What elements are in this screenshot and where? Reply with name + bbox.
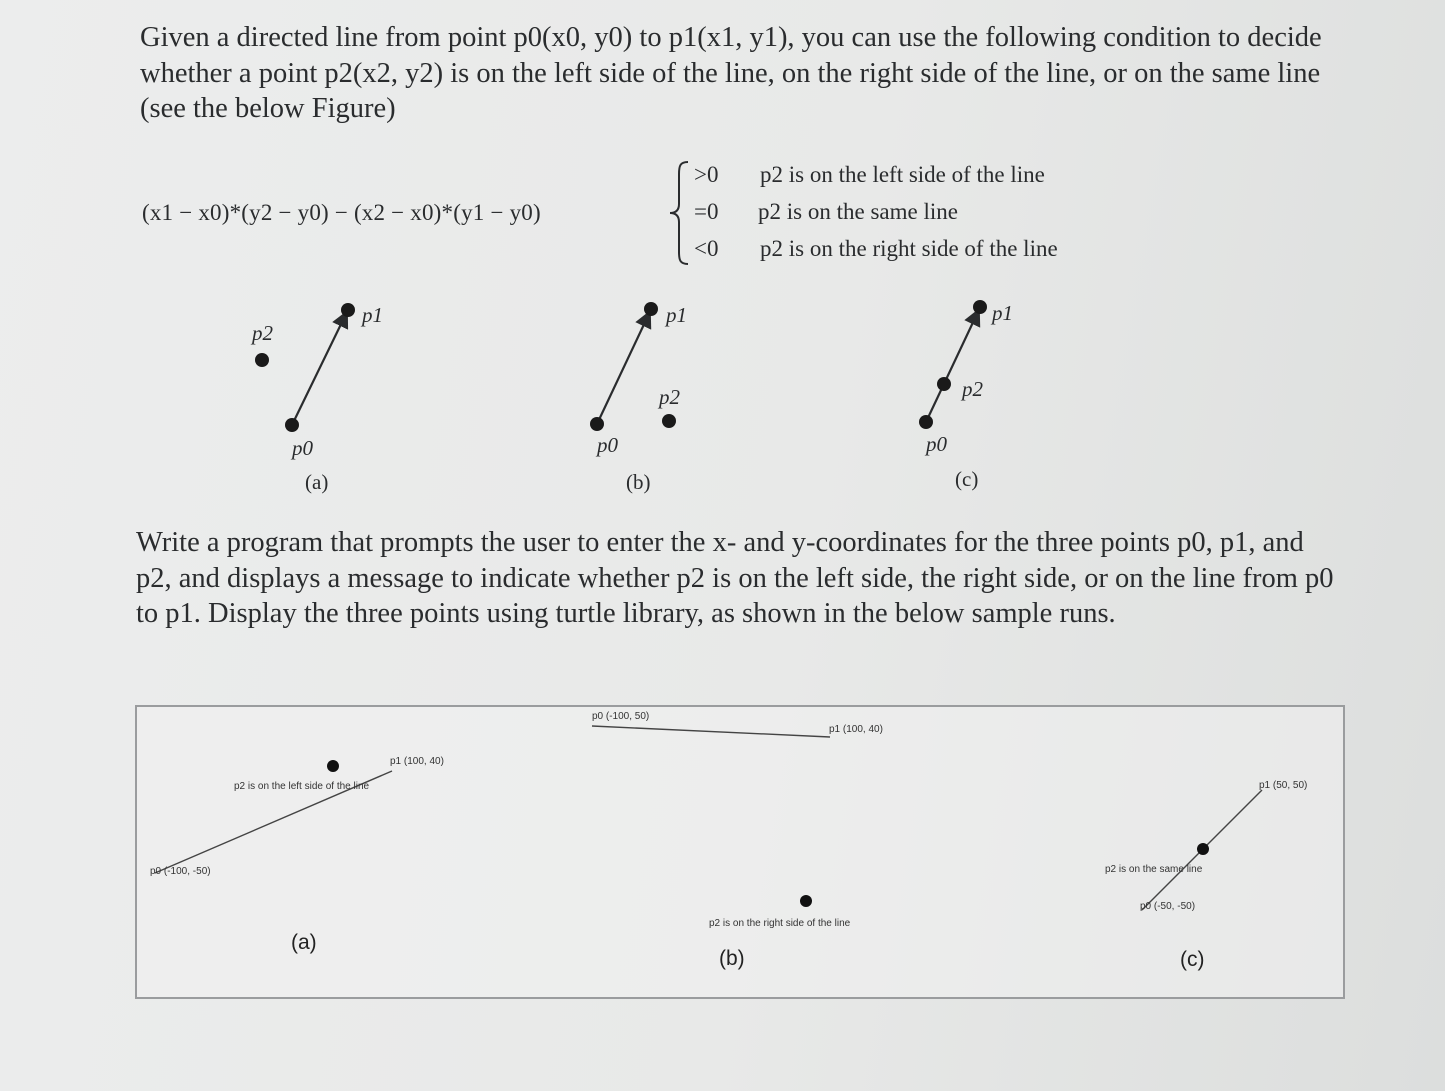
run-c-p2-dot [1197, 843, 1209, 855]
figure-b-p0-label: p0 [597, 433, 618, 457]
condition-meaning-left: p2 is on the left side of the line [760, 162, 1045, 187]
figure-c-p1-label: p1 [992, 301, 1013, 325]
condition-op-equal: =0 [694, 199, 719, 224]
run-a-p0-label: p0 (-100, -50) [150, 866, 211, 877]
figure-c-p0-label: p0 [926, 432, 947, 456]
figure-a-p1-label: p1 [362, 303, 383, 327]
run-b-line [592, 726, 830, 737]
condition-meaning-right: p2 is on the right side of the line [760, 236, 1058, 261]
figure-c-caption: (c) [955, 467, 979, 491]
run-a-message: p2 is on the left side of the line [234, 781, 370, 792]
run-b-message: p2 is on the right side of the line [709, 918, 851, 929]
condition-op-less: <0 [694, 236, 719, 261]
run-a-caption: (a) [291, 931, 317, 954]
run-c-p1-label: p1 (50, 50) [1259, 780, 1308, 791]
cross-product-formula: (x1 − x0)*(y2 − y0) − (x2 − x0)*(y1 − y0) [142, 200, 541, 225]
figure-b-caption: (b) [626, 470, 651, 494]
figure-b-p2-label: p2 [659, 385, 680, 409]
run-c-caption: (c) [1180, 948, 1205, 971]
intro-paragraph: Given a directed line from point p0(x0, y0) to p1(x1, y1), you can use the following condition to decide whether a point p2(x2, y2) is on the left side of the line, on the right side of the line, or on the same line (see the below Figure) [140, 22, 1322, 124]
run-a-p2-dot [327, 760, 339, 772]
run-b-p0-label: p0 (-100, 50) [592, 711, 650, 722]
run-b-p1-label: p1 (100, 40) [829, 724, 883, 735]
run-a-p1-label: p1 (100, 40) [390, 756, 444, 767]
figure-a-caption: (a) [305, 470, 329, 494]
figure-a-p0-label: p0 [292, 436, 313, 460]
task-paragraph: Write a program that prompts the user to enter the x- and y-coordinates for the three points p0, p1, and p2, and displays a message to indicate whether p2 is on the left side, the right side, or on the line from p0 to p1. Display the three points using turtle library, as shown in the below sample runs. [136, 527, 1334, 629]
run-c-p0-label: p0 (-50, -50) [1140, 901, 1196, 912]
run-b-caption: (b) [719, 947, 745, 970]
figure-a-p2-label: p2 [252, 321, 273, 345]
run-b-p2-dot [800, 895, 812, 907]
figure-c-p2-label: p2 [962, 377, 983, 401]
run-c-message: p2 is on the same line [1105, 864, 1203, 875]
figure-b-p1-label: p1 [666, 303, 687, 327]
condition-op-greater: >0 [694, 162, 719, 187]
condition-meaning-same: p2 is on the same line [758, 199, 958, 224]
